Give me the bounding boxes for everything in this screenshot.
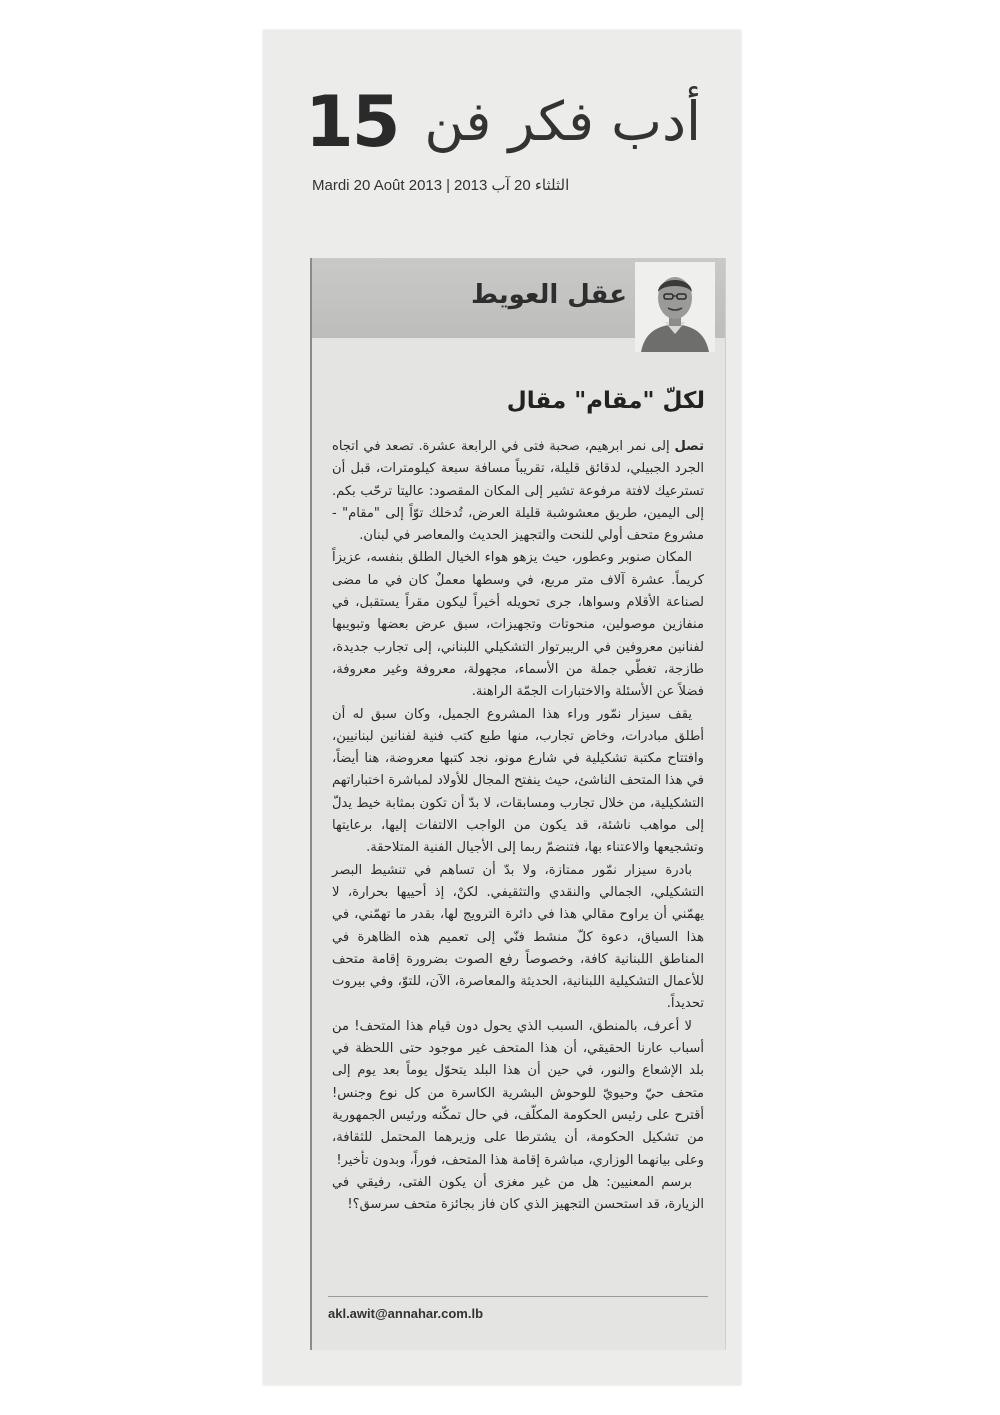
- paragraph-3: يقف سيزار نمّور وراء هذا المشروع الجميل، وكان سبق له أن أطلق مبادرات، وخاض تجارب، منها طبع كتب فنية لفنانين لبنانيين، وافتتاح مكتبة تشكيلية في شارع مونو، نجد كتبها معروضة، هنا أيضاً، في هذا المتحف الناشئ، حيث ينفتح المجال للأولاد لمباشرة اختباراتهم التشكيلية، من خلال تجارب ومسابقات، لا بدّ أن تكون بمثابة خيط يدلّ إلى مواهب ناشئة، قد يكون من الواجب الالتفات إليها، برعايتها وتشجيعها والاعتناء بها، فتنضمّ ربما إلى الأجيال الفنية المتلاحقة.: [332, 706, 704, 856]
- paragraph-2: المكان صنوبر وعطور، حيث يزهو هواء الخيال الطلق بنفسه، عزيزاً كريماً. عشرة آلاف متر مربع، في وسطها معملٌ كان في ما مضى لصناعة الأقلام وسواها، جرى تحويله أخيراً ليكون مقراً يستقبل، في منفازين موصولين، منحوتات وتجهيزات، سبق عرض بعضها وتبويبها لفنانين معروفين في الريبرتوار التشكيلي اللبناني، إلى تجارب جديدة، طازجة، تغطّي جملة من الأسماء، مجهولة، معروفة وغير معروفة، فضلاً عن الأسئلة والاختبارات الجمّة الراهنة.: [332, 550, 704, 700]
- opinion-column: [310, 258, 726, 1350]
- date-arabic: الثلثاء 20 آب 2013: [454, 177, 570, 194]
- date-french: Mardi 20 Août 2013: [312, 177, 443, 194]
- footer-divider: [328, 1296, 708, 1297]
- author-portrait-icon: [635, 262, 715, 352]
- section-title: أدب فكر فن: [424, 90, 701, 153]
- paragraph-1-text: إلى نمر ابرهيم، صحبة فتى في الرابعة عشرة. تصعد في اتجاه الجرد الجبيلي، لدقائق قليلة، تقريباً مسافة سبعة كيلومترات، قبل أن تسترعيك لافتة مرفوعة تشير إلى المكان المقصود: عاليتا ترحّب بكم. إلى اليمين، طريق معشوشبة قليلة العرض، تُدخلك توّاً إلى "مقام" - مشروع متحف أولي للنحت والتجهيز الحديث والمعاصر في لبنان.: [332, 439, 704, 544]
- paragraph-5: لا أعرف، بالمنطق، السبب الذي يحول دون قيام هذا المتحف! من أسباب عارنا الحقيقي، أن هذا المتحف غير موجود حتى اللحظة في بلد الإشعاع والنور، في حين أن هذا البلد يتحوّل يوماً بعد يوم إلى متحف حيّ وحيويّ للوحوش البشرية الكاسرة من كل نوع وجنس! أقترح على رئيس الحكومة المكلّف، في حال تمكّنه ورئيس الجمهورية من تشكيل الحكومة، أن يشترطا على وزيرهما المحتمل للثقافة، وعلى بيانهما الوزاري، مباشرة إقامة هذا المتحف، فوراً، وبدون تأخير!: [332, 1018, 704, 1168]
- paragraph-6: برسم المعنيين: هل من غير مغزى أن يكون الفتى، رفيقي في الزيارة، قد استحسن التجهيز الذي كان فاز بجائزة متحف سرسق؟!: [332, 1174, 704, 1213]
- author-avatar: [635, 262, 715, 352]
- author-email: akl.awit@annahar.com.lb: [328, 1306, 484, 1321]
- dateline: Mardi 20 Août 2013 | الثلثاء 20 آب 2013: [312, 177, 570, 194]
- paragraph-1: [332, 436, 704, 547]
- page-number: 15: [305, 81, 399, 163]
- masthead: [305, 81, 745, 163]
- author-name: عقل العويط: [471, 280, 627, 310]
- article-body: [332, 436, 704, 1216]
- paragraph-4: بادرة سيزار نمّور ممتازة، ولا بدّ أن تساهم في تنشيط البصر التشكيلي، الجمالي والنقدي والتثقيفي. لكنْ، إذ أحييها بحرارة، لا يهمّني أن يراوح مقالي هذا في دائرة الترويج لها، بقدر ما تهمّني، في هذا السياق، دعوة كلّ منشط فنّي إلى تعميم هذه الظاهرة في المناطق اللبنانية كافة، وخصوصاً رفع الصوت بضرورة إقامة متحف للأعمال التشكيلية اللبنانية، الحديثة والمعاصرة، الآن، للتوّ، وفي بيروت تحديداً.: [332, 862, 704, 1012]
- lead-word: تصل: [674, 439, 704, 454]
- article-headline: لكلّ "مقام" مقال: [506, 388, 705, 414]
